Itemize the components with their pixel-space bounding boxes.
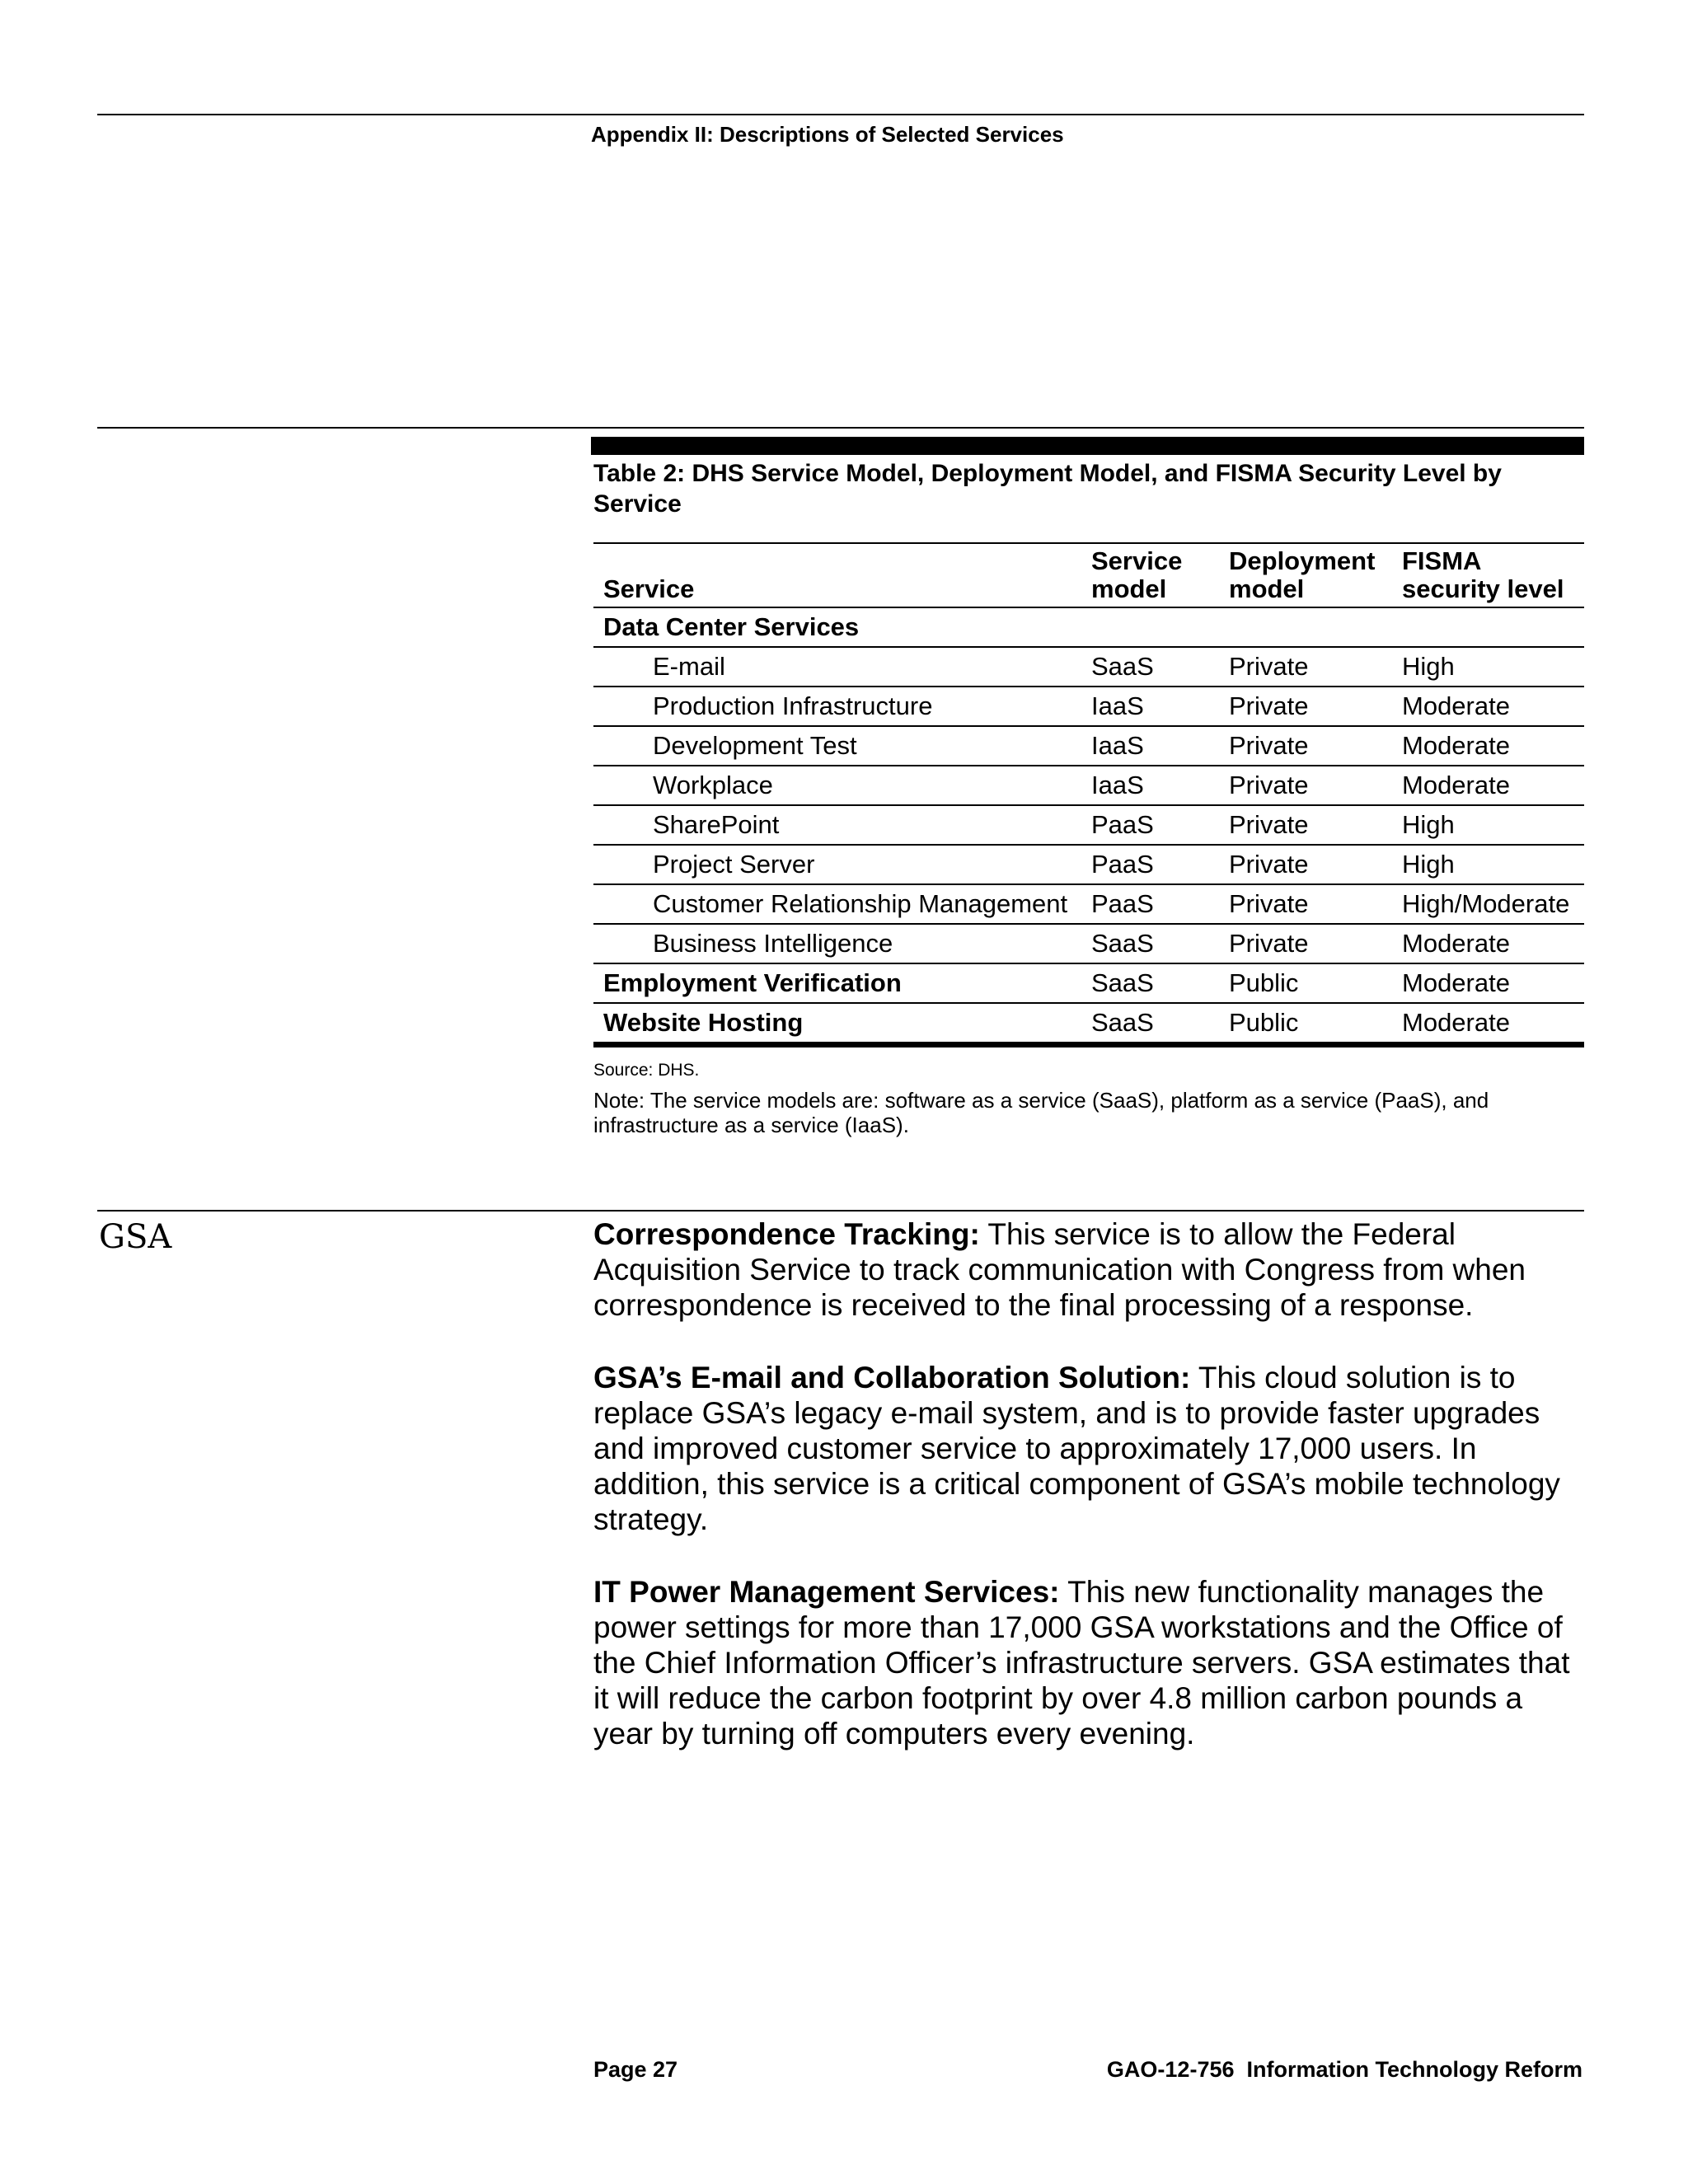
cell-service: Development Test <box>653 731 857 760</box>
cell-service-model: PaaS <box>1091 889 1154 918</box>
section-rule-top <box>97 427 1584 429</box>
gsa-side-label: GSA <box>99 1218 172 1256</box>
table-row <box>593 924 1584 963</box>
cell-service-model: IaaS <box>1091 771 1144 799</box>
col-service-model-header <box>1081 543 1219 607</box>
cell-service: Customer Relationship Management <box>653 889 1068 918</box>
cell-service-model: PaaS <box>1091 810 1154 839</box>
cell-fisma: Moderate <box>1402 929 1510 958</box>
col-service-model-line1: Service <box>1091 546 1183 575</box>
table-row <box>593 805 1584 845</box>
paragraph-heading: IT Power Management Services: <box>593 1575 1060 1609</box>
col-service-model-line2: model <box>1091 574 1167 603</box>
header-rule <box>97 114 1584 115</box>
table-note: Note: The service models are: software as a service (SaaS), platform as a service (PaaS), and infrastructure as a service (IaaS). <box>593 1088 1489 1137</box>
cell-service-model: SaaS <box>1091 968 1154 997</box>
cell-fisma: High <box>1402 810 1455 839</box>
table-source: Source: DHS. <box>593 1061 700 1080</box>
cell-fisma: Moderate <box>1402 771 1510 799</box>
paragraph-heading: Correspondence Tracking: <box>593 1217 980 1251</box>
table-top-bar <box>591 437 1584 455</box>
cell-fisma <box>1392 607 1584 647</box>
cell-fisma: Moderate <box>1402 968 1510 997</box>
cell-service: Employment Verification <box>603 968 902 997</box>
cell-service-model: SaaS <box>1091 1008 1154 1037</box>
col-deployment-line1: Deployment <box>1229 546 1376 575</box>
table-row <box>593 607 1584 647</box>
cell-service: Production Infrastructure <box>653 691 933 720</box>
cell-fisma: Moderate <box>1402 1008 1510 1037</box>
cell-deployment: Public <box>1229 1008 1299 1037</box>
paragraph-power-management <box>593 1574 1587 1751</box>
appendix-title: Appendix II: Descriptions of Selected Services <box>591 122 1064 147</box>
cell-service-model: PaaS <box>1091 850 1154 879</box>
cell-fisma: Moderate <box>1402 731 1510 760</box>
cell-deployment: Private <box>1229 889 1309 918</box>
table-row <box>593 845 1584 884</box>
col-fisma-line1: FISMA <box>1402 546 1482 575</box>
table-row <box>593 726 1584 766</box>
col-fisma-header <box>1392 543 1584 607</box>
table-row <box>593 884 1584 924</box>
cell-fisma: Moderate <box>1402 691 1510 720</box>
cell-deployment: Private <box>1229 771 1309 799</box>
paragraph-text: This new functionality manages the power settings for more than 17,000 GSA workstations and the Office of the Chief Information Officer’s infrastructure servers. GSA estimates that it will reduce the carbon footprint by over 4.8 million carbon pounds a year by turning off computers every evening. <box>593 1575 1570 1750</box>
cell-service-model: SaaS <box>1091 652 1154 681</box>
cell-service: Project Server <box>653 850 815 879</box>
paragraph-text: This cloud solution is to replace GSA’s legacy e-mail system, and is to provide faster upgrades and improved customer service to approximately 17,000 users. In addition, this service is a critical component of GSA’s mobile technology strategy. <box>593 1361 1560 1536</box>
paragraph-text: This service is to allow the Federal Acquisition Service to track communication with Congress from when correspondence is received to the final processing of a response. <box>593 1217 1526 1322</box>
service-table <box>593 542 1584 1047</box>
report-id: GAO-12-756 Information Technology Reform <box>1106 2057 1582 2082</box>
col-deployment-line2: model <box>1229 574 1305 603</box>
cell-deployment: Private <box>1229 810 1309 839</box>
col-deployment-header <box>1219 543 1392 607</box>
cell-deployment: Private <box>1229 652 1309 681</box>
table-row <box>593 687 1584 726</box>
cell-service-model: IaaS <box>1091 691 1144 720</box>
cell-service: E-mail <box>653 652 725 681</box>
cell-service-model <box>1081 607 1219 647</box>
cell-fisma: High <box>1402 652 1455 681</box>
col-fisma-line2: security level <box>1402 574 1564 603</box>
cell-deployment <box>1219 607 1392 647</box>
table-header-row <box>593 543 1584 607</box>
paragraph-heading: GSA’s E-mail and Collaboration Solution: <box>593 1361 1191 1394</box>
cell-deployment: Private <box>1229 731 1309 760</box>
section-rule-gsa <box>97 1210 1584 1212</box>
table-row <box>593 766 1584 805</box>
cell-service: Data Center Services <box>603 612 860 641</box>
col-service-header: Service <box>603 574 695 603</box>
cell-service-model: SaaS <box>1091 929 1154 958</box>
cell-deployment: Private <box>1229 929 1309 958</box>
cell-service: Website Hosting <box>603 1008 804 1037</box>
cell-fisma: High/Moderate <box>1402 889 1570 918</box>
cell-service: Business Intelligence <box>653 929 893 958</box>
cell-deployment: Private <box>1229 691 1309 720</box>
table-row <box>593 647 1584 687</box>
cell-service-model: IaaS <box>1091 731 1144 760</box>
paragraph-email-collaboration <box>593 1360 1587 1537</box>
cell-service: Workplace <box>653 771 773 799</box>
table-row <box>593 963 1584 1003</box>
cell-deployment: Private <box>1229 850 1309 879</box>
paragraph-correspondence-tracking <box>593 1216 1587 1323</box>
cell-deployment: Public <box>1229 968 1299 997</box>
cell-service: SharePoint <box>653 810 780 839</box>
table-title: Table 2: DHS Service Model, Deployment Model, and FISMA Security Level by Service <box>593 460 1502 518</box>
page-number: Page 27 <box>593 2057 678 2082</box>
cell-fisma: High <box>1402 850 1455 879</box>
table-row <box>593 1003 1584 1045</box>
